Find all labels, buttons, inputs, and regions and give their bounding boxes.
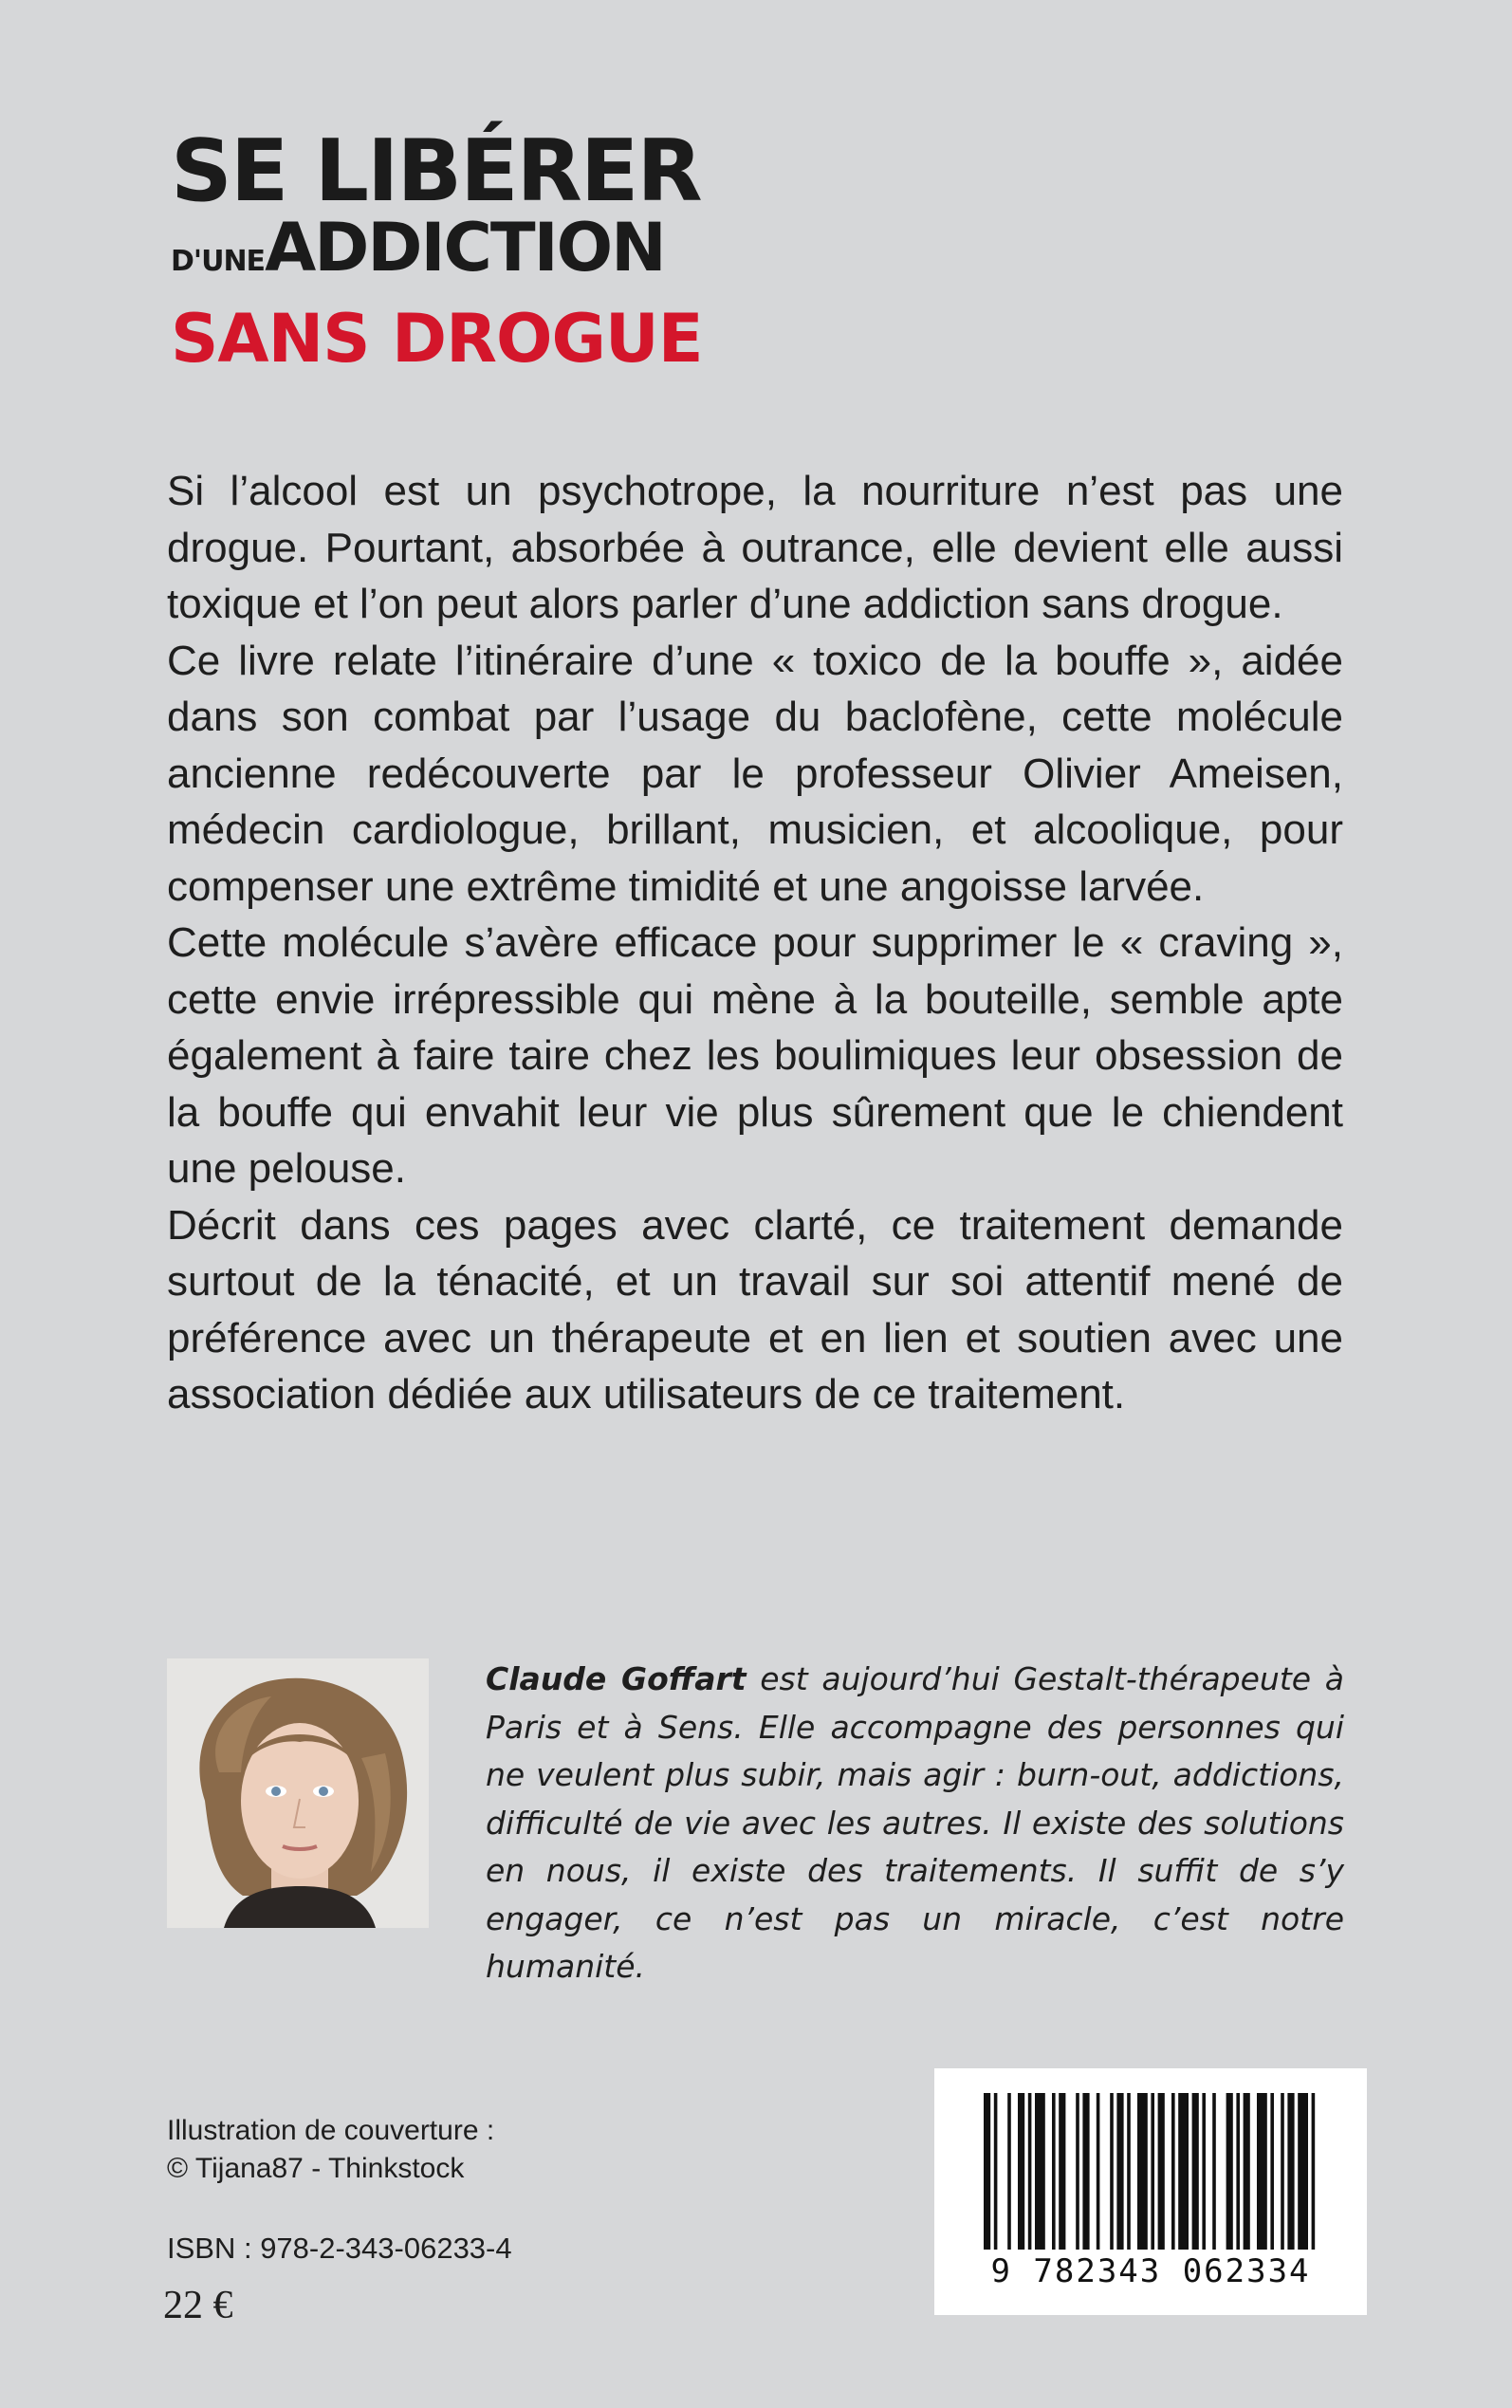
credits-source: © Tijana87 - Thinkstock bbox=[167, 2153, 465, 2184]
blurb-paragraph: Si l’alcool est un psychotrope, la nourriture n’est pas une drogue. Pourtant, absorbée à outrance, elle devient elle aussi toxique et l’on peut alors parler d’une addiction sans drogue. bbox=[167, 468, 1343, 627]
barcode-bar bbox=[1127, 2093, 1131, 2250]
barcode-bar bbox=[1110, 2093, 1114, 2250]
author-portrait-illustration bbox=[167, 1658, 429, 1928]
barcode-bar bbox=[1257, 2093, 1267, 2250]
barcode-bar bbox=[1244, 2093, 1250, 2250]
blurb-paragraph: Décrit dans ces pages avec clarté, ce traitement demande surtout de la ténacité, et un travail sur soi attentif mené de préférence avec un thérapeute et en lien et soutien avec une association dédiée aux utilisateurs de ce traitement. bbox=[167, 1201, 1343, 1417]
barcode-bar bbox=[1097, 2093, 1100, 2250]
barcode-bar bbox=[1202, 2093, 1206, 2250]
credits-label: Illustration de couverture : bbox=[167, 2115, 495, 2146]
barcode-bar bbox=[1298, 2093, 1308, 2250]
barcode-bar bbox=[1076, 2093, 1079, 2250]
author-name: Claude Goffart bbox=[486, 1660, 747, 1697]
barcode-bar bbox=[1059, 2093, 1065, 2250]
cover-credits bbox=[167, 2112, 494, 2188]
barcode-bar bbox=[1212, 2093, 1216, 2250]
author-bio bbox=[486, 1656, 1344, 1991]
barcode-bar bbox=[1028, 2093, 1032, 2250]
barcode-bar bbox=[1007, 2093, 1011, 2250]
barcode-bar bbox=[1192, 2093, 1199, 2250]
barcode-bar bbox=[1236, 2093, 1240, 2250]
barcode-bar bbox=[994, 2093, 998, 2250]
barcode-bar bbox=[1158, 2093, 1165, 2250]
blurb-paragraph: Cette molécule s’avère efficace pour supprimer le « craving », cette envie irrépressible qui mène à la bouteille, semble apte également à faire taire chez les boulimiques leur obsession de la bouffe qui envahit leur vie plus sûrement que le chiendent une pelouse. bbox=[167, 919, 1343, 1192]
barcode-bar bbox=[1312, 2093, 1316, 2250]
barcode-bar bbox=[1082, 2093, 1089, 2250]
barcode-digits: 9 782343 062334 bbox=[990, 2252, 1311, 2290]
book-title bbox=[171, 121, 703, 378]
barcode-bar bbox=[1035, 2093, 1045, 2250]
barcode bbox=[934, 2068, 1367, 2315]
barcode-bar bbox=[1052, 2093, 1056, 2250]
author-photo bbox=[167, 1658, 429, 1928]
back-cover-blurb bbox=[167, 463, 1343, 1423]
barcode-bar bbox=[1018, 2093, 1024, 2250]
barcode-bar bbox=[1151, 2093, 1154, 2250]
barcode-bar bbox=[984, 2093, 990, 2250]
barcode-bar bbox=[1171, 2093, 1175, 2250]
title-line-1: SE LIBÉRER bbox=[171, 121, 701, 221]
barcode-bar bbox=[1178, 2093, 1189, 2250]
title-line-2 bbox=[171, 209, 665, 303]
title-small-word: D'UNE bbox=[171, 245, 266, 278]
barcode-bar bbox=[1137, 2093, 1148, 2250]
barcode-bar bbox=[1116, 2093, 1123, 2250]
price: 22 € bbox=[163, 2284, 233, 2327]
isbn-number: ISBN : 978-2-343-06233-4 bbox=[167, 2232, 512, 2265]
barcode-bar bbox=[1281, 2093, 1284, 2250]
blurb-paragraph: Ce livre relate l’itinéraire d’une « toxico de la bouffe », aidée dans son combat par l’usage du baclofène, cette molécule ancienne redécouverte par le professeur Olivier Ameisen, médecin cardiologue, brillant, musicien, et alcoolique, pour compenser une extrême timidité et une angoisse larvée. bbox=[167, 637, 1343, 910]
barcode-bar bbox=[1270, 2093, 1274, 2250]
title-addiction-word: ADDICTION bbox=[265, 209, 665, 287]
title-line-3: SANS DROGUE bbox=[171, 300, 703, 378]
barcode-bar bbox=[1287, 2093, 1294, 2250]
barcode-bar bbox=[1226, 2093, 1233, 2250]
author-bio-text: est aujourd’hui Gestalt-thérapeute à Paris et à Sens. Elle accompagne des personnes qui ne veulent plus subir, mais agir : burn-out, addictions, difficulté de vie avec les autres. Il existe des solutions en nous, il existe des traitements. Il suffit de s’y engager, ce n’est pas un miracle, c’est notre humanité. bbox=[486, 1660, 1344, 1985]
